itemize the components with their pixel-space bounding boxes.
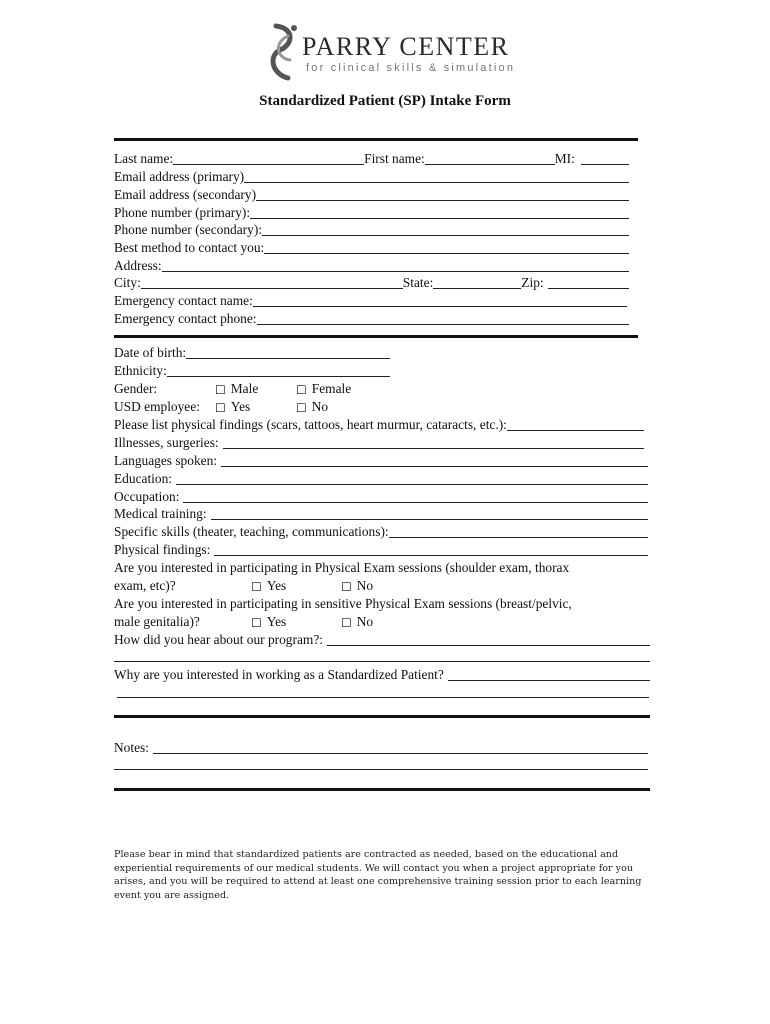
illnesses-field[interactable] xyxy=(223,435,644,449)
ethnicity-row xyxy=(114,361,390,379)
email-primary-label: Email address (primary) xyxy=(114,169,245,184)
spe-yes-option[interactable] xyxy=(251,614,341,630)
state-label: State: xyxy=(402,275,434,290)
phone-primary-row xyxy=(114,203,629,221)
usd-no-option[interactable] xyxy=(296,399,328,415)
parry-center-logo xyxy=(268,22,518,82)
emergency-phone-row xyxy=(114,309,629,327)
best-method-row xyxy=(114,238,629,256)
phone-primary-field[interactable] xyxy=(250,205,629,219)
gender-male-option[interactable] xyxy=(215,381,296,397)
checkbox-icon[interactable]: ☐ xyxy=(251,580,262,594)
mi-label: MI: xyxy=(554,151,575,166)
spe-question-row-1 xyxy=(114,594,572,612)
email-primary-field[interactable] xyxy=(244,169,629,183)
logo-name: PARRY CENTER xyxy=(302,32,510,61)
address-field[interactable] xyxy=(162,258,629,272)
gender-label: Gender: xyxy=(114,381,158,396)
parry-center-logo-icon xyxy=(268,22,302,82)
education-field[interactable] xyxy=(176,471,648,485)
spe-question-text: Are you interested in participating in sensitive Physical Exam sessions (breast/pelvic, xyxy=(114,596,572,611)
email-primary-row xyxy=(114,167,629,185)
checkbox-icon[interactable]: ☐ xyxy=(296,383,307,397)
email-secondary-row xyxy=(114,185,629,203)
checkbox-icon[interactable]: ☐ xyxy=(215,383,226,397)
education-row xyxy=(114,469,648,487)
last-name-field[interactable] xyxy=(173,151,364,165)
checkbox-icon[interactable]: ☐ xyxy=(296,401,307,415)
hear-about-field[interactable] xyxy=(327,632,650,646)
pe-yes-option[interactable] xyxy=(251,578,341,594)
medical-training-label: Medical training: xyxy=(114,506,207,521)
occupation-label: Occupation: xyxy=(114,489,180,504)
email-secondary-label: Email address (secondary) xyxy=(114,187,257,202)
languages-field[interactable] xyxy=(221,453,648,467)
physical-findings-row xyxy=(114,540,648,558)
emergency-phone-label: Emergency contact phone: xyxy=(114,311,257,326)
usd-yes-option[interactable] xyxy=(215,399,296,415)
phone-secondary-label: Phone number (secondary): xyxy=(114,222,262,237)
pe-no-option[interactable] xyxy=(341,578,373,594)
first-name-field[interactable] xyxy=(425,151,555,165)
logo-tagline: for clinical skills & simulation xyxy=(306,62,516,74)
occupation-field[interactable] xyxy=(183,489,648,503)
why-sp-label: Why are you interested in working as a Standardized Patient? xyxy=(114,667,444,682)
why-sp-extra-line[interactable] xyxy=(117,697,649,698)
dob-field[interactable] xyxy=(186,345,390,359)
emergency-name-label: Emergency contact name: xyxy=(114,293,253,308)
zip-field[interactable] xyxy=(548,275,629,289)
emergency-name-field[interactable] xyxy=(253,293,627,307)
top-divider xyxy=(114,138,638,141)
last-name-label: Last name: xyxy=(114,151,174,166)
physical-findings-list-label: Please list physical findings (scars, tattoos, heart murmur, cataracts, etc.): xyxy=(114,417,507,432)
medical-training-field[interactable] xyxy=(211,506,648,520)
state-field[interactable] xyxy=(433,275,521,289)
pe-question-row-1 xyxy=(114,558,569,576)
female-label: Female xyxy=(311,381,352,396)
form-title: Standardized Patient (SP) Intake Form xyxy=(259,93,511,109)
checkbox-icon[interactable]: ☐ xyxy=(341,580,352,594)
medical-training-row xyxy=(114,504,648,522)
hear-about-extra-line[interactable] xyxy=(114,661,650,662)
notes-field[interactable] xyxy=(153,740,648,754)
occupation-row xyxy=(114,487,648,505)
phone-secondary-row xyxy=(114,220,629,238)
checkbox-icon[interactable]: ☐ xyxy=(341,616,352,630)
illnesses-row xyxy=(114,433,644,451)
notes-bottom-divider xyxy=(114,788,650,791)
ethnicity-label: Ethnicity: xyxy=(114,363,167,378)
best-method-field[interactable] xyxy=(264,240,629,254)
education-label: Education: xyxy=(114,471,173,486)
usd-employee-row xyxy=(114,397,328,415)
no-label: No xyxy=(356,614,374,629)
hear-about-row xyxy=(114,630,650,648)
name-row xyxy=(114,149,629,167)
specific-skills-row xyxy=(114,522,648,540)
dob-row xyxy=(114,343,390,361)
notes-row xyxy=(114,738,648,756)
zip-label: Zip: xyxy=(521,275,544,290)
yes-label: Yes xyxy=(266,578,287,593)
why-sp-row xyxy=(114,665,650,683)
no-label: No xyxy=(311,399,329,414)
languages-label: Languages spoken: xyxy=(114,453,218,468)
address-row xyxy=(114,256,629,274)
physical-findings-list-row xyxy=(114,415,644,433)
spe-question-row-2 xyxy=(114,612,373,630)
notes-extra-line[interactable] xyxy=(114,769,648,770)
gender-female-option[interactable] xyxy=(296,381,351,397)
city-label: City: xyxy=(114,275,141,290)
city-state-zip-row xyxy=(114,273,629,291)
mi-field[interactable] xyxy=(581,151,629,165)
city-field[interactable] xyxy=(141,275,403,289)
footer-note: Please bear in mind that standardized patients are contracted as needed, based on the educational and experiential requirements of our medical students. We will contact you when a project appropriate for you arises, and you will be required to attend at least one comprehensive training session prior to each learning event you are assigned. xyxy=(114,849,642,901)
yes-label: Yes xyxy=(230,399,251,414)
section-divider xyxy=(114,335,638,338)
checkbox-icon[interactable]: ☐ xyxy=(215,401,226,415)
specific-skills-label: Specific skills (theater, teaching, communications): xyxy=(114,524,389,539)
best-method-label: Best method to contact you: xyxy=(114,240,265,255)
illnesses-label: Illnesses, surgeries: xyxy=(114,435,219,450)
languages-row xyxy=(114,451,648,469)
why-sp-field[interactable] xyxy=(448,667,650,681)
no-label: No xyxy=(356,578,374,593)
usd-employee-label: USD employee: xyxy=(114,399,200,414)
yes-label: Yes xyxy=(266,614,287,629)
physical-findings-field[interactable] xyxy=(214,542,648,556)
male-label: Male xyxy=(230,381,259,396)
spe-no-option[interactable] xyxy=(341,614,373,630)
emergency-phone-field[interactable] xyxy=(257,311,629,325)
first-name-label: First name: xyxy=(364,151,425,166)
pe-question-row-2 xyxy=(114,576,373,594)
gender-row xyxy=(114,379,351,397)
physical-findings-list-field[interactable] xyxy=(507,417,644,431)
physical-findings-label: Physical findings: xyxy=(114,542,211,557)
specific-skills-field[interactable] xyxy=(389,524,648,538)
pe-question-text: Are you interested in participating in Physical Exam sessions (shoulder exam, thorax xyxy=(114,560,570,575)
emergency-name-row xyxy=(114,291,627,309)
notes-label: Notes: xyxy=(114,740,149,755)
phone-secondary-field[interactable] xyxy=(262,222,629,236)
phone-primary-label: Phone number (primary): xyxy=(114,205,251,220)
pe-question-text-2: exam, etc)? xyxy=(114,578,176,593)
ethnicity-field[interactable] xyxy=(167,363,390,377)
dob-label: Date of birth: xyxy=(114,345,187,360)
spe-question-text-2: male genitalia)? xyxy=(114,614,200,629)
email-secondary-field[interactable] xyxy=(256,187,629,201)
hear-about-label: How did you hear about our program?: xyxy=(114,632,323,647)
address-label: Address: xyxy=(114,258,162,273)
checkbox-icon[interactable]: ☐ xyxy=(251,616,262,630)
notes-top-divider xyxy=(114,715,650,718)
